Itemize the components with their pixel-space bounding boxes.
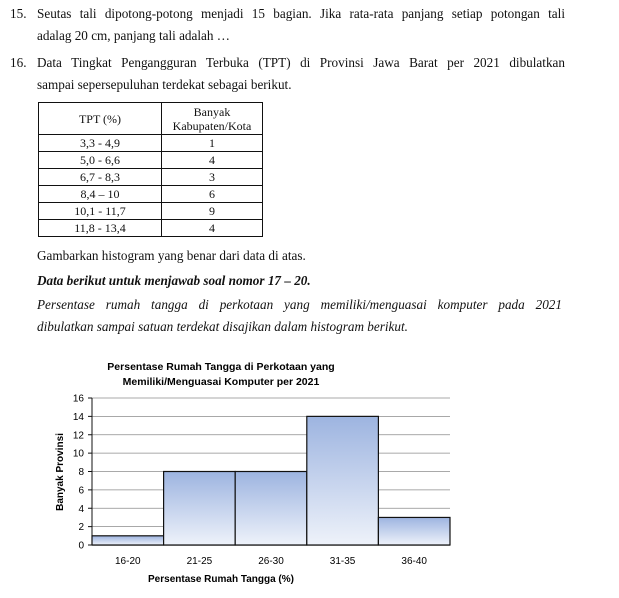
y-tick-label: 12 [72, 430, 84, 442]
question-text-line: sampai sepersepuluhan terdekat sebagai berikut. [37, 77, 292, 92]
chart-title-line-2: Memiliki/Menguasai Komputer per 2021 [122, 376, 320, 388]
header-line: Kabupaten/Kota [172, 118, 252, 133]
histogram-bar [378, 517, 450, 545]
tpt-range-cell: 5,0 - 6,6 [39, 152, 162, 169]
count-cell: 6 [162, 186, 263, 203]
x-category-label: 16-20 [115, 556, 141, 567]
histogram-bar [92, 536, 164, 545]
table-row [39, 220, 263, 237]
count-cell: 9 [162, 203, 263, 220]
tpt-range-cell: 11,8 - 13,4 [39, 220, 162, 237]
question-number: 15. [10, 6, 27, 21]
question-16 [10, 52, 565, 96]
x-axis-label: Persentase Rumah Tangga (%) [148, 574, 294, 585]
table-header-row [39, 103, 263, 135]
y-tick-label: 16 [72, 393, 84, 405]
table-header-count [162, 103, 263, 135]
count-cell: 1 [162, 135, 263, 152]
intro-line: dibulatkan sampai satuan terdekat disajikan dalam histogram berikut. [37, 319, 408, 334]
histogram-instruction: Gambarkan histogram yang benar dari data di atas. [37, 248, 306, 263]
table-row [39, 135, 263, 152]
table-header-tpt: TPT (%) [39, 103, 162, 135]
section-heading: Data berikut untuk menjawab soal nomor 17 – 20. [37, 273, 311, 288]
y-tick-label: 6 [78, 485, 84, 497]
y-tick-label: 8 [78, 467, 84, 478]
x-category-label: 31-35 [329, 556, 356, 567]
count-cell: 4 [162, 220, 263, 237]
chart-intro [37, 294, 562, 338]
table-row [39, 186, 263, 203]
y-axis-label: Banyak Provinsi [55, 433, 66, 511]
intro-line: Persentase rumah tangga di perkotaan yang memiliki/menguasai komputer pada 2021 [37, 297, 562, 312]
histogram-bar [307, 416, 379, 545]
y-tick-label: 14 [72, 411, 84, 423]
x-category-label: 26-30 [258, 556, 284, 567]
question-15 [10, 3, 565, 47]
question-number: 16. [10, 55, 27, 70]
chart-title-line-1: Persentase Rumah Tangga di Perkotaan yang [107, 361, 335, 373]
tpt-range-cell: 3,3 - 4,9 [39, 135, 162, 152]
tpt-table [38, 102, 263, 237]
table-row [39, 152, 263, 169]
table-row [39, 203, 263, 220]
header-line: Banyak [193, 104, 231, 119]
x-category-label: 36-40 [401, 556, 427, 567]
question-text-line: Data Tingkat Pengangguran Terbuka (TPT) di Provinsi Jawa Barat per 2021 dibulatkan [37, 55, 565, 70]
x-category-label: 21-25 [186, 556, 213, 567]
tpt-range-cell: 8,4 – 10 [39, 186, 162, 203]
y-tick-label: 4 [78, 503, 84, 515]
count-cell: 4 [162, 152, 263, 169]
y-tick-label: 2 [78, 522, 84, 534]
histogram-chart [50, 350, 460, 590]
question-text-line: adalag 20 cm, panjang tali adalah … [37, 28, 230, 43]
histogram-bar [235, 472, 307, 546]
histogram-bar [164, 472, 236, 546]
question-text-line: Seutas tali dipotong-potong menjadi 15 bagian. Jika rata-rata panjang setiap potongan tali [37, 6, 565, 21]
tpt-range-cell: 10,1 - 11,7 [39, 203, 162, 220]
table-row [39, 169, 263, 186]
tpt-range-cell: 6,7 - 8,3 [39, 169, 162, 186]
y-tick-label: 0 [78, 540, 84, 552]
y-tick-label: 10 [72, 448, 84, 460]
count-cell: 3 [162, 169, 263, 186]
